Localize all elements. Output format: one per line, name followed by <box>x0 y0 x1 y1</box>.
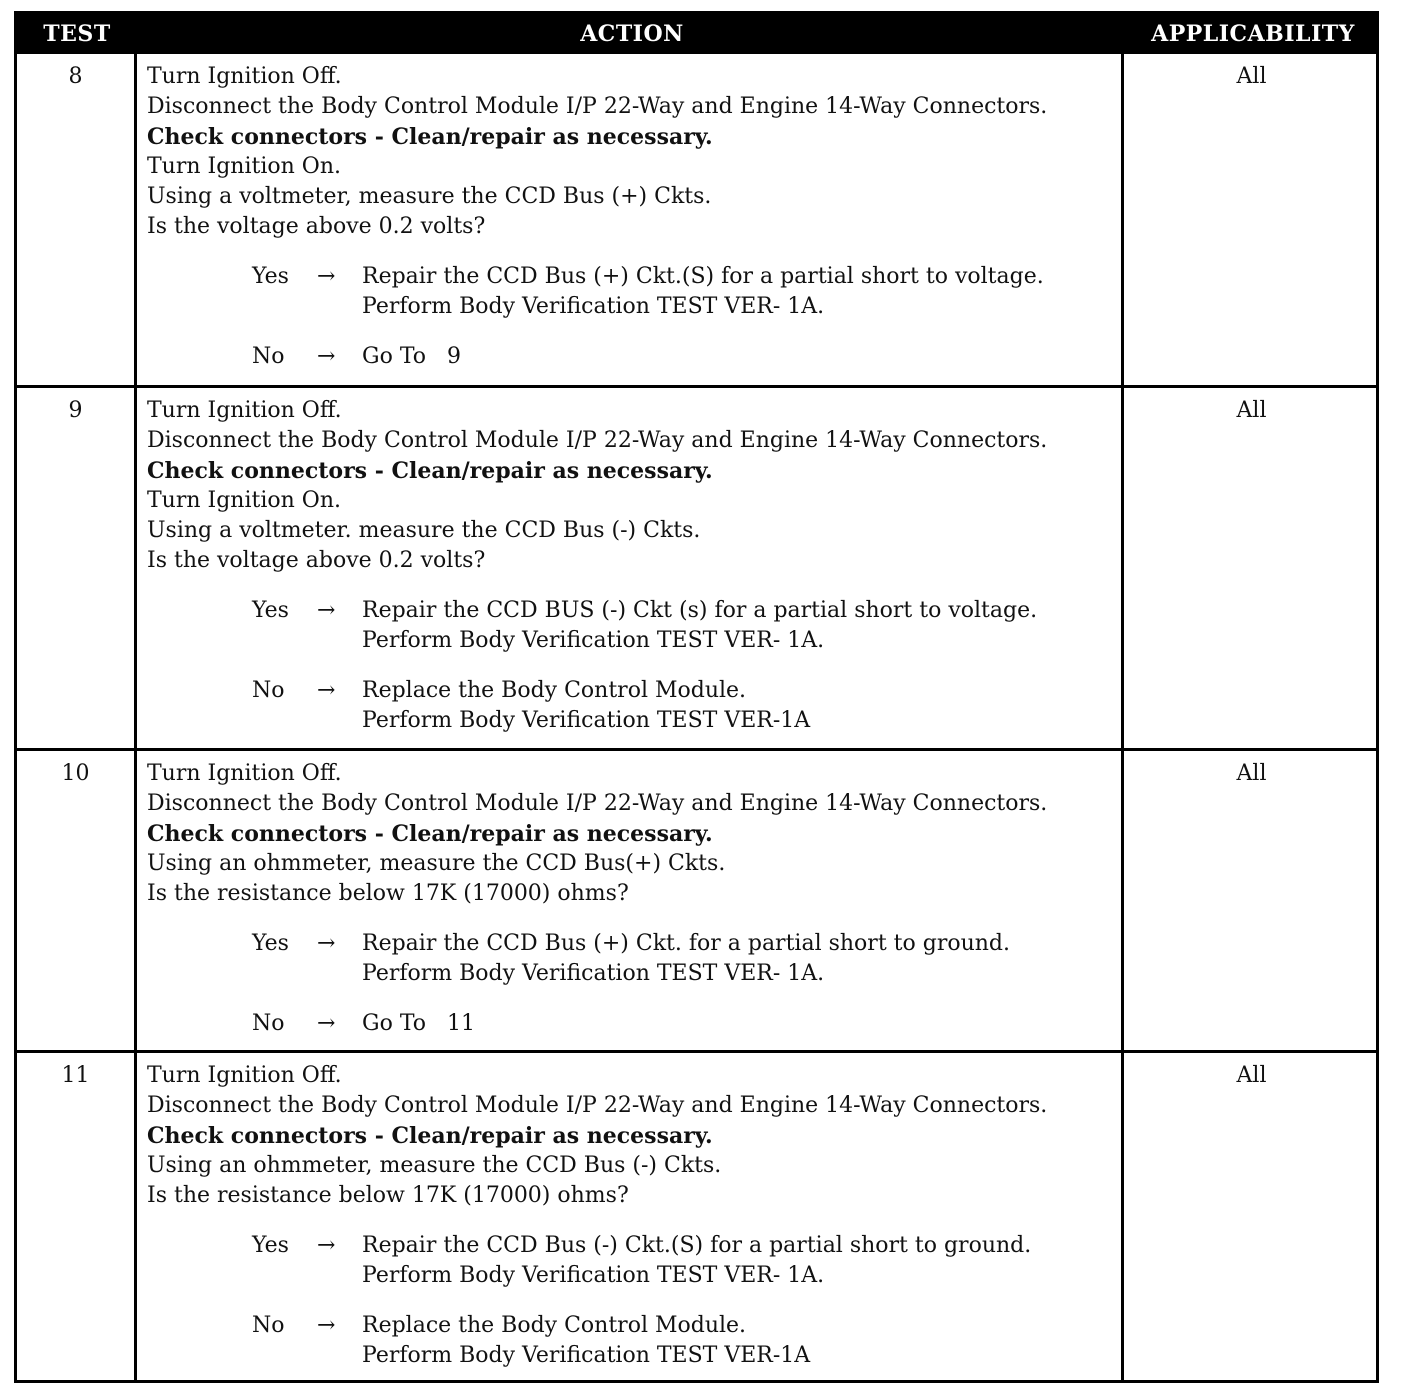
action-cell <box>147 759 1112 1039</box>
arrow-right-icon: → <box>317 1233 336 1258</box>
no-result: Perform Body Verification TEST VER-1A <box>362 708 811 733</box>
arrow-right-icon: → <box>317 1313 336 1338</box>
no-label: No <box>252 344 285 369</box>
action-step-emphasis: Check connectors - Clean/repair as necessary. <box>147 124 713 150</box>
yes-result: Repair the CCD Bus (+) Ckt. for a partial short to ground. <box>362 931 1010 956</box>
action-step: Turn Ignition On. <box>147 488 341 513</box>
header-action: ACTION <box>580 21 684 47</box>
test-row-10 <box>17 748 1376 1050</box>
no-result: Go To 11 <box>362 1011 475 1036</box>
no-result: Go To 9 <box>362 344 461 369</box>
yes-result: Perform Body Verification TEST VER- 1A. <box>362 961 825 986</box>
action-step: Turn Ignition Off. <box>147 761 342 786</box>
yes-branch <box>252 1231 1112 1291</box>
no-label: No <box>252 678 285 703</box>
action-cell <box>147 396 1112 736</box>
yes-result: Perform Body Verification TEST VER- 1A. <box>362 628 825 653</box>
action-step: Using a voltmeter. measure the CCD Bus (-) Ckts. <box>147 518 701 543</box>
arrow-right-icon: → <box>317 264 336 289</box>
test-row-8 <box>17 54 1376 385</box>
action-step: Disconnect the Body Control Module I/P 22-Way and Engine 14-Way Connectors. <box>147 791 1048 816</box>
no-branch <box>252 342 1112 372</box>
action-step: Using a voltmeter, measure the CCD Bus (+) Ckts. <box>147 184 712 209</box>
test-number: 11 <box>61 1063 90 1088</box>
action-step: Using an ohmmeter, measure the CCD Bus(+) Ckts. <box>147 851 726 876</box>
arrow-right-icon: → <box>317 931 336 956</box>
header-test: TEST <box>43 21 111 47</box>
test-number: 8 <box>68 64 83 89</box>
diagnostic-test-table <box>14 11 1379 1383</box>
yes-result: Repair the CCD Bus (+) Ckt.(S) for a partial short to voltage. <box>362 264 1044 289</box>
test-row-9 <box>17 385 1376 748</box>
yes-label: Yes <box>252 931 289 956</box>
yes-result: Perform Body Verification TEST VER- 1A. <box>362 294 825 319</box>
arrow-right-icon: → <box>317 598 336 623</box>
yes-result: Repair the CCD Bus (-) Ckt.(S) for a partial short to ground. <box>362 1233 1032 1258</box>
yes-branch <box>252 929 1112 989</box>
action-step-emphasis: Check connectors - Clean/repair as necessary. <box>147 821 713 847</box>
action-question: Is the resistance below 17K (17000) ohms? <box>147 1183 629 1208</box>
no-result: Perform Body Verification TEST VER-1A <box>362 1343 811 1368</box>
action-step: Using an ohmmeter, measure the CCD Bus (-) Ckts. <box>147 1153 722 1178</box>
action-step: Turn Ignition Off. <box>147 64 342 89</box>
yes-label: Yes <box>252 598 289 623</box>
no-branch <box>252 676 1112 736</box>
action-step-emphasis: Check connectors - Clean/repair as necessary. <box>147 458 713 484</box>
action-step-emphasis: Check connectors - Clean/repair as necessary. <box>147 1123 713 1149</box>
applicability-value: All <box>1236 761 1267 786</box>
arrow-right-icon: → <box>317 678 336 703</box>
applicability-value: All <box>1236 1063 1267 1088</box>
arrow-right-icon: → <box>317 344 336 369</box>
no-result: Replace the Body Control Module. <box>362 1313 747 1338</box>
no-branch <box>252 1009 1112 1039</box>
action-question: Is the resistance below 17K (17000) ohms? <box>147 881 629 906</box>
yes-branch <box>252 596 1112 656</box>
applicability-value: All <box>1236 398 1267 423</box>
yes-label: Yes <box>252 1233 289 1258</box>
yes-branch <box>252 262 1112 322</box>
action-step: Turn Ignition Off. <box>147 398 342 423</box>
header-applicability: APPLICABILITY <box>1151 21 1355 47</box>
table-header <box>17 14 1376 54</box>
action-question: Is the voltage above 0.2 volts? <box>147 548 486 573</box>
no-branch <box>252 1311 1112 1371</box>
action-step: Turn Ignition Off. <box>147 1063 342 1088</box>
test-row-11 <box>17 1050 1376 1380</box>
arrow-right-icon: → <box>317 1011 336 1036</box>
action-step: Disconnect the Body Control Module I/P 22-Way and Engine 14-Way Connectors. <box>147 1093 1048 1118</box>
action-step: Turn Ignition On. <box>147 154 341 179</box>
no-label: No <box>252 1313 285 1338</box>
action-question: Is the voltage above 0.2 volts? <box>147 214 486 239</box>
action-step: Disconnect the Body Control Module I/P 22-Way and Engine 14-Way Connectors. <box>147 428 1048 453</box>
applicability-value: All <box>1236 64 1267 89</box>
action-cell <box>147 1061 1112 1371</box>
test-number: 10 <box>61 761 90 786</box>
test-number: 9 <box>68 398 83 423</box>
action-cell <box>147 62 1112 372</box>
yes-result: Repair the CCD BUS (-) Ckt (s) for a partial short to voltage. <box>362 598 1038 623</box>
yes-result: Perform Body Verification TEST VER- 1A. <box>362 1263 825 1288</box>
yes-label: Yes <box>252 264 289 289</box>
no-label: No <box>252 1011 285 1036</box>
no-result: Replace the Body Control Module. <box>362 678 747 703</box>
action-step: Disconnect the Body Control Module I/P 22-Way and Engine 14-Way Connectors. <box>147 94 1048 119</box>
